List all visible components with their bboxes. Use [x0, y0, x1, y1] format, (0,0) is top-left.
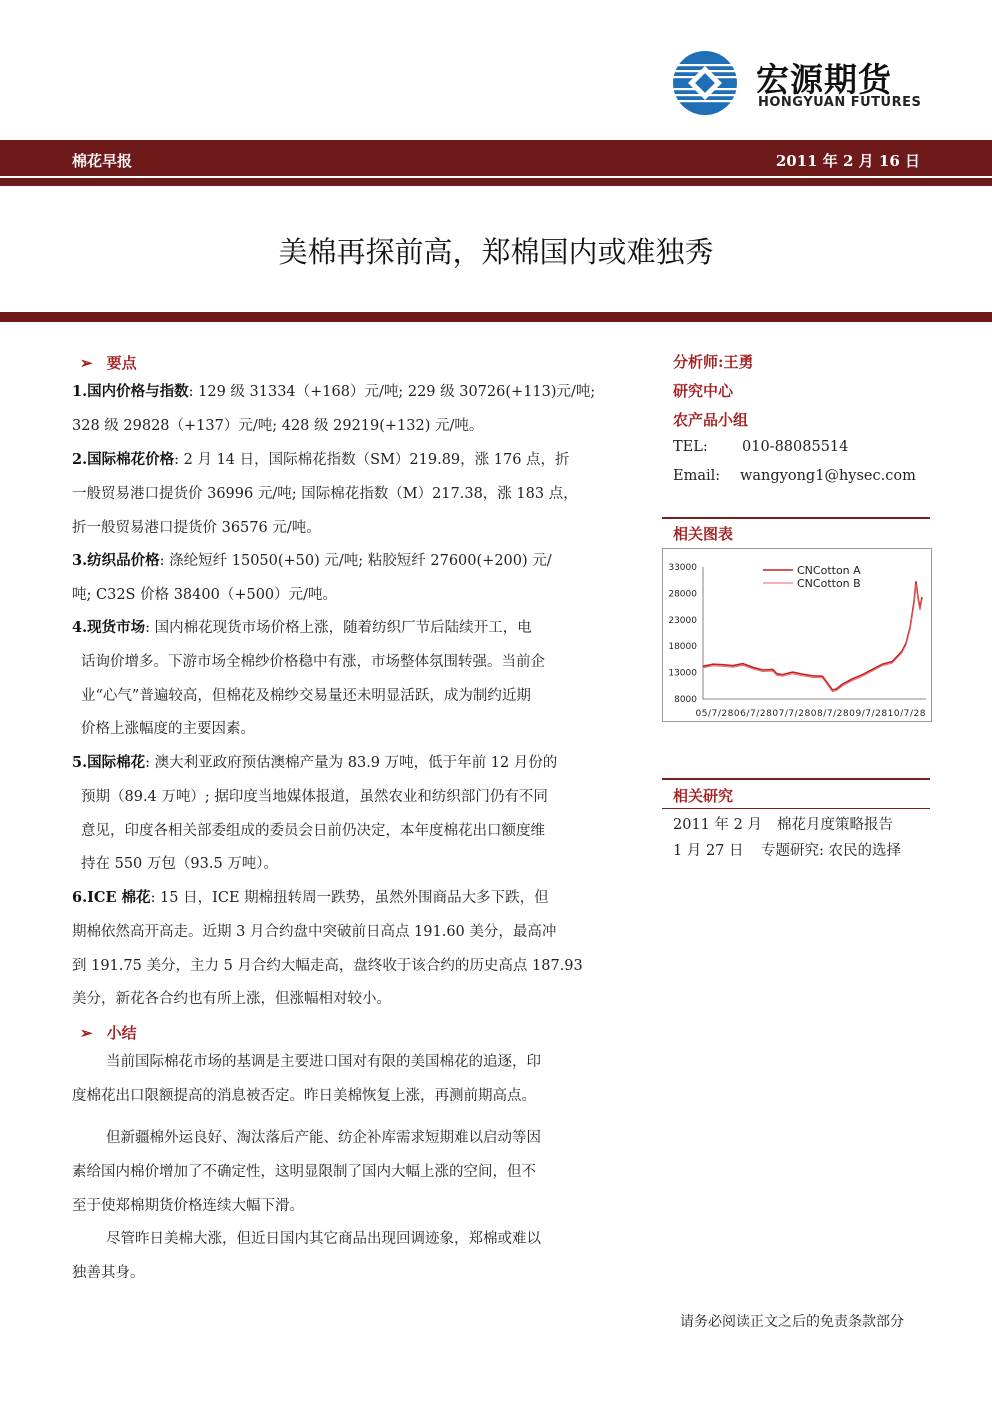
point-text: 话询价增多。下游市场全棉纱价格稳中有涨，市场整体氛围转强。当前企: [81, 653, 545, 670]
point-line: [72, 920, 556, 941]
point-text: 业“心气”普遍较高，但棉花及棉纱交易量还未明显活跃，成为制约近期: [81, 687, 531, 704]
disclaimer-note: 请务必阅读正文之后的免责条款部分: [680, 1314, 904, 1330]
legend-label: CNCotton B: [797, 577, 861, 590]
analyst-name: 分析师:王勇: [673, 353, 754, 371]
summary-line: 素给国内棉价增加了不确定性，这明显限制了国内大幅上涨的空间，但不: [72, 1164, 536, 1180]
chart-heading: 相关图表: [673, 525, 734, 543]
research-link-1[interactable]: 棉花月度策略报告: [777, 817, 893, 833]
legend-label: CNCotton A: [797, 564, 861, 577]
point-text: 意见，印度各相关部委组成的委员会日前仍决定，本年度棉花出口额度维: [81, 822, 545, 839]
point-text: 预期（89.4 万吨）; 据印度当地媒体报道，虽然农业和纺织部门仍有不同: [81, 788, 548, 805]
arrow-bullet-icon: ➢: [80, 354, 93, 372]
point-text: 价格上涨幅度的主要因素。: [81, 721, 255, 738]
research-link-2[interactable]: 专题研究: 农民的选择: [761, 843, 901, 859]
point-heading: 3.纺织品价格: [72, 552, 160, 569]
point-text: : 15 日，ICE 期棉扭转周一跌势，虽然外围商品大多下跌，但: [150, 890, 549, 906]
tel-label: TEL:: [673, 439, 708, 455]
y-tick-label: 13000: [668, 668, 697, 679]
point-line: [81, 650, 545, 671]
section-points-heading: ➢ 要点: [80, 354, 137, 372]
chart-heading-rule: [662, 517, 930, 519]
point-heading: 1.国内价格与指数: [72, 383, 189, 400]
y-tick-label: 8000: [674, 695, 697, 705]
research-heading: 相关研究: [673, 787, 734, 805]
point-line: [72, 954, 583, 975]
y-tick-label: 23000: [668, 615, 697, 626]
summary-line: 尽管昨日美棉大涨，但近日国内其它商品出现回调迹象，郑棉或难以: [106, 1231, 541, 1247]
point-heading: 6.ICE 棉花: [72, 889, 151, 906]
report-type: 棉花早报: [72, 152, 133, 170]
logo-mark-icon: [672, 50, 738, 116]
point-text: 期棉依然高开高走。近期 3 月合约盘中突破前日高点 191.60 美分，最高冲: [72, 923, 557, 940]
logo-cn-text: 宏源期货: [756, 60, 892, 99]
point-heading: 5.国际棉花: [72, 754, 146, 771]
price-line-chart: [663, 549, 931, 721]
point-text: : 国内棉花现货市场价格上涨，随着纺织厂节后陆续开工，电: [145, 620, 532, 636]
section-summary-heading: ➢ 小结: [80, 1024, 137, 1042]
series-line-1: [703, 581, 922, 690]
email-link[interactable]: wangyong1@hysec.com: [740, 468, 916, 484]
research-date-1: 2011 年 2 月: [673, 817, 762, 833]
point-text: 到 191.75 美分，主力 5 月合约大幅走高，盘终收于该合约的历史高点 187.93: [72, 957, 583, 974]
research-heading-rule: [662, 778, 930, 780]
point-text: 吨; C32S 价格 38400（+500）元/吨。: [72, 586, 338, 603]
point-text: 折一般贸易港口提货价 36576 元/吨。: [72, 519, 321, 536]
research-date-2: 1 月 27 日: [673, 843, 744, 859]
report-date: 2011 年 2 月 16 日: [775, 152, 920, 170]
y-tick-label: 28000: [668, 589, 697, 600]
point-heading: 4.现货市场: [72, 619, 146, 636]
email-label: Email:: [673, 468, 721, 484]
summary-line: 至于使郑棉期货价格连续大幅下滑。: [72, 1198, 304, 1214]
point-text: 美分，新花各合约也有所上涨，但涨幅相对较小。: [72, 991, 391, 1008]
summary-line: 当前国际棉花市场的基调是主要进口国对有限的美国棉花的追逐，印: [106, 1054, 541, 1070]
point-line: [72, 380, 595, 401]
point-line: [72, 886, 549, 907]
point-line: [81, 819, 545, 840]
y-tick-label: 33000: [668, 563, 697, 573]
point-text: 持在 550 万包（93.5 万吨）。: [81, 856, 279, 873]
point-line: [72, 751, 557, 772]
point-line: [81, 785, 548, 806]
point-line: [72, 414, 483, 435]
point-text: : 澳大利亚政府预估澳棉产量为 83.9 万吨，低于年前 12 月份的: [145, 755, 558, 771]
product-group: 农产品小组: [673, 411, 749, 429]
point-text: : 129 级 31334（+168）元/吨; 229 级 30726(+113)元/吨;: [188, 384, 596, 400]
point-line: [81, 852, 278, 873]
header-band: [0, 140, 992, 186]
research-center: 研究中心: [673, 382, 734, 400]
x-tick-labels: 05/7/2806/7/2807/7/2808/7/2809/7/2810/7/28: [695, 709, 926, 719]
arrow-bullet-icon: ➢: [80, 1024, 93, 1042]
point-line: [72, 482, 578, 503]
summary-line: 度棉花出口限额提高的消息被否定。昨日美棉恢复上涨，再测前期高点。: [72, 1088, 536, 1104]
point-line: [72, 448, 570, 469]
tel-value: 010-88085514: [742, 439, 849, 455]
point-text: 一般贸易港口提货价 36996 元/吨; 国际棉花指数（M）217.38，涨 183 点，: [72, 485, 578, 502]
point-line: [72, 987, 391, 1008]
point-line: [72, 616, 532, 637]
point-line: [72, 516, 321, 537]
point-line: [72, 583, 337, 604]
summary-line: 独善其身。: [72, 1265, 145, 1281]
summary-line: 但新疆棉外运良好、淘汰落后产能、纺企补库需求短期难以启动等因: [106, 1130, 541, 1146]
research-divider: [662, 808, 930, 809]
y-tick-label: 18000: [668, 642, 697, 653]
point-text: : 2 月 14 日，国际棉花指数（SM）219.89，涨 176 点，折: [174, 452, 570, 468]
point-text: : 涤纶短纤 15050(+50) 元/吨; 粘胶短纤 27600(+200) 元/: [159, 553, 552, 569]
point-line: [81, 684, 531, 705]
point-heading: 2.国际棉花价格: [72, 451, 175, 468]
header-band-rule: [0, 176, 992, 178]
logo-en-text: HONGYUAN FUTURES: [758, 95, 922, 110]
page-title: 美棉再探前高，郑棉国内或难独秀: [278, 235, 714, 269]
company-logo: [672, 50, 922, 116]
title-separator: [0, 312, 992, 322]
related-chart: [662, 548, 932, 722]
point-line: [72, 549, 552, 570]
point-line: [81, 717, 255, 738]
point-text: 328 级 29828（+137）元/吨; 428 级 29219(+132) 元/吨。: [72, 417, 484, 434]
